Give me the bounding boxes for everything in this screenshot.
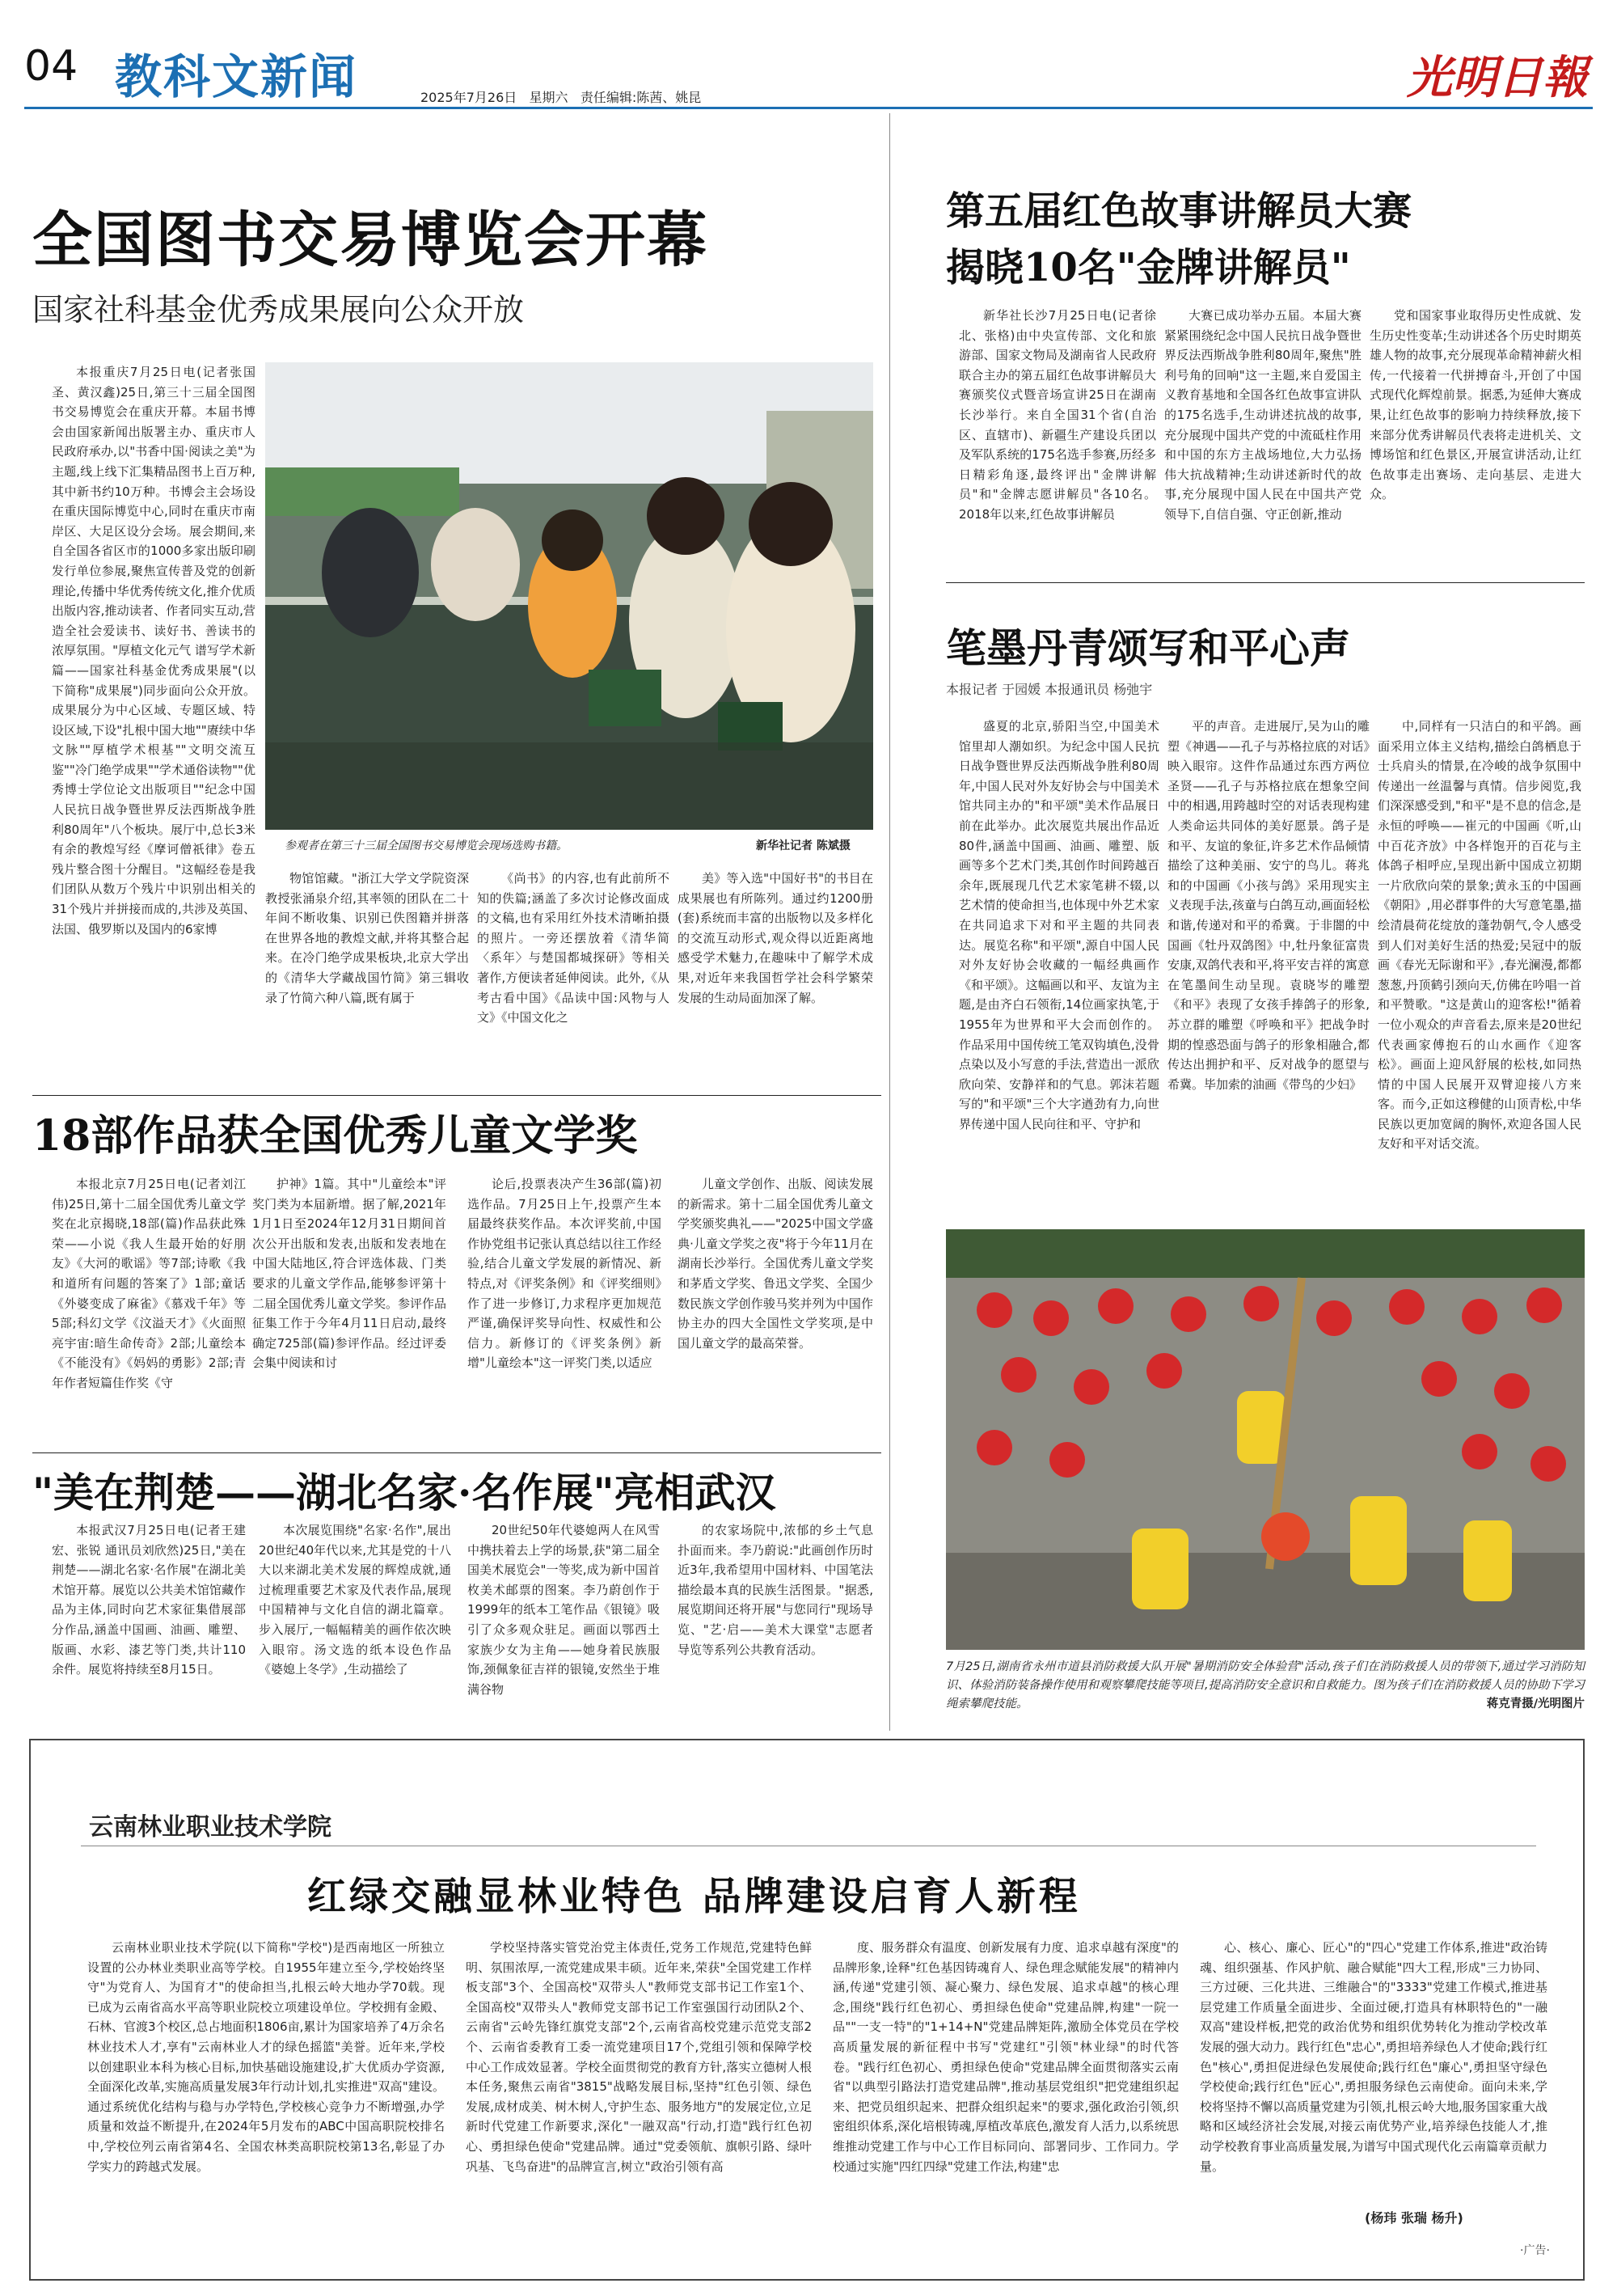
peace-body-col2: 平的声音。走进展厅,吴为山的雕塑《神遇——孔子与苏格拉底的对话》映入眼帘。这件作品通过东西方两位圣贤——孔子与苏格拉底在想象空间中的相遇,用跨越时空的对话表现构建人类命运共同体的美好愿景。鸽子是和平、友谊的象征,许多艺术作品倾情描绘了这种美丽、安宁的鸟儿。蒋兆和的中国画《小孩与鸽》采用现实主义表现手法,孩童与白鸽互动,画面轻松和谐,传递对和平的希冀。于非闇的中国画《牡丹双鸽图》中,牡丹象征富贵安康,双鸽代表和平,将平安吉祥的寓意在笔墨间生动呈现。袁晓岑的雕塑《和平》表现了女孩手捧鸽子的形象,苏立群的雕塑《呼唤和平》把战争时期的惶惑恐面与鸽子的形象相融合,都传达出拥护和平、反对战争的愿望与希冀。毕加索的油画《带鸟的少妇》: [1167, 719, 1370, 1092]
column-divider-vertical: [889, 113, 890, 1731]
fire-drill-photo: [946, 1229, 1585, 1650]
newspaper-masthead: 光明日報: [1407, 51, 1588, 104]
ad-signature: (杨玮 张瑞 杨升): [1365, 2210, 1463, 2226]
ad-headline: 红绿交融显林业特色 品牌建设启育人新程: [307, 1874, 1081, 1919]
redstory-headline-line2: 揭晓10名"金牌讲解员": [946, 245, 1351, 290]
jingchu-body-col1: 本报武汉7月25日电(记者王建宏、张锐 通讯员刘欣然)25日,"美在荆楚——湖北名家·名作展"在湖北美术馆开幕。展览以公共美术馆馆藏作品为主体,同时向艺术家征集借展部分作品,涵盖中国画、油画、雕塑、版画、水彩、漆艺等门类,共计110余件。展览将持续至8月15日。: [52, 1523, 247, 1677]
children-body-col3: 论后,投票表决产生36部(篇)初选作品。7月25日上午,投票产生本届最终获奖作品。本次评奖前,中国作协党组书记张认真总结以往工作经验,结合儿童文学发展的新情况、新特点,对《评奖条例》和《评奖细则》作了进一步修订,力求程序更加规范严谨,确保评奖导向性、权威性和公信力。新修订的《评奖条例》新增"儿童绘本"这一评奖门类,以适应: [467, 1177, 662, 1371]
expo-photo-credit: 新华社记者 陈斌摄: [756, 839, 851, 852]
section-name: 教科文新闻: [115, 49, 358, 104]
divider-children-jingchu: [32, 1452, 881, 1453]
redstory-body-col3: 党和国家事业取得历史性成就、发生历史性变革;生动讲述各个历史时期英雄人物的故事,充分展现革命精神薪火相传,一代接着一代拼搏奋斗,开创了中国式现代化辉煌前景。据悉,为延伸大赛成果,让红色故事的影响力持续释放,接下来部分优秀讲解员代表将走进机关、文博场馆和红色景区,开展宣讲活动,让红色故事走出赛场、走向基层、走进大众。: [1370, 308, 1581, 502]
redstory-body-col1: 新华社长沙7月25日电(记者徐北、张格)由中央宣传部、文化和旅游部、国家文物局及湖南省人民政府联合主办的第五届红色故事讲解员大赛颁奖仪式暨音场宣讲25日在湖南长沙举行。来自全国31个省(自治区、直辖市)、新疆生产建设兵团以及军队系统的175名选手参赛,历经多日精彩角逐,最终评出"金牌讲解员"和"金牌志愿讲解员"各10名。2018年以来,红色故事讲解员: [959, 308, 1156, 522]
issue-date: 2025年7月26日 星期六 责任编辑:陈茜、姚昆: [420, 90, 702, 105]
children-body-col2: 护神》1篇。其中"儿童绘本"评奖门类为本届新增。据了解,2021年1月1日至2024年12月31日期间首次公开出版和发表,出版和发表地在中国大陆地区,符合评选体裁、门类要求的儿童文学作品,能够参评第十二届全国优秀儿童文学奖。参评作品征集工作于今年4月11日启动,最终确定725部(篇)参评作品。经过评委会集中阅读和讨: [252, 1177, 447, 1371]
divider-redstory-peace: [946, 582, 1585, 583]
expo-subtitle: 国家社科基金优秀成果展向公众开放: [32, 292, 525, 328]
divider-expo-children: [32, 1095, 881, 1096]
page-number: 04: [24, 42, 78, 91]
children-body-col4: 儿童文学创作、出版、阅读发展的新需求。第十二届全国优秀儿童文学奖颁奖典礼——"2025中国文学盛典·儿童文学奖之夜"将于今年11月在湖南长沙举行。全国优秀儿童文学奖和茅盾文学奖、鲁迅文学奖、全国少数民族文学创作骏马奖并列为中国作协主办的四大全国性文学奖项,是中国儿童文学的最高荣誉。: [678, 1177, 873, 1351]
expo-headline: 全国图书交易博览会开幕: [32, 205, 708, 275]
ad-body-col4: 心、核心、廉心、匠心"的"四心"党建工作体系,推进"政治铸魂、组织强基、作风护航、融合赋能"四大工程,形成"三力协同、三方过硬、三化共进、三维融合"的"3333"党建工作模式,推进基层党建工作质量全面进步、全面过硬,打造具有林职特色的"一融双高"建设样板,把党的政治优势和组织优势转化为推动学校改革发展的强大动力。践行红色"忠心",勇担培养绿色人才使命;践行红色"核心",勇担促进绿色发展使命;践行红色"廉心",勇担坚守绿色学校使命;践行红色"匠心",勇担服务绿色云南使命。面向未来,学校将坚持不懈以高质量党建为引领,扎根云岭大地,服务国家重大战略和区域经济社会发展,对接云南优势产业,培养绿色技能人才,推动学校教育事业高质量发展,为谱写中国式现代化云南篇章贡献力量。: [1200, 1940, 1547, 2174]
jingchu-body-col2: 本次展览围绕"名家·名作",展出20世纪40年代以来,尤其是党的十八大以来湖北美术发展的辉煌成就,通过梳理重要艺术家及代表作品,展现中国精神与文化自信的湖北篇章。步入展厅,一幅幅精美的画作依次映入眼帘。汤文选的纸本设色作品《婆媳上冬学》,生动描绘了: [259, 1523, 451, 1677]
redstory-body-col2: 大赛已成功举办五届。本届大赛紧紧围绕纪念中国人民抗日战争暨世界反法西斯战争胜利80周年,聚焦"胜利号角的回响"这一主题,来自爱国主义教育基地和全国各红色故事宣讲队的175名选手,生动讲述抗战的故事,充分展现中国共产党的中流砥柱作用和中国的东方主战场地位,大力弘扬伟大抗战精神;生动讲述新时代的故事,充分展现中国人民在中国共产党领导下,自信自强、守正创新,推动: [1164, 308, 1362, 522]
peace-body-col1: 盛夏的北京,骄阳当空,中国美术馆里却人潮如织。为纪念中国人民抗日战争暨世界反法西斯战争胜利80周年,中国人民对外友好协会与中国美术馆共同主办的"和平颂"美术作品展日前在此举办。此次展览共展出作品近80件,涵盖中国画、油画、雕塑、版画等多个艺术门类,其创作时间跨越百余年,既展现几代艺术家笔耕不辍,以艺术情的使命担当,也体现中外艺术家在共同追求下对和平主题的共同表达。展览名称"和平颂",源自中国人民对外友好协会收藏的一幅经典画作《和平颂》。这幅画以和平、友谊为主题,是由齐白石领衔,14位画家执笔,于1955年为世界和平大会而创作的。作品采用中国传统工笔双钩填色,没骨点染以及小写意的手法,营造出一派欣欣向荣、安静祥和的气息。郭沫若题写的"和平颂"三个大字遒劲有力,向世界传递中国人民向往和平、守护和: [959, 719, 1159, 1131]
peace-byline: 本报记者 于园媛 本报通讯员 杨弛宇: [946, 682, 1153, 697]
fire-photo-credit: 蒋克青摄/光明图片: [1486, 1698, 1585, 1710]
expo-body-col3: 《尚书》的内容,也有此前所不知的佚篇;涵盖了多次讨论修改面成的文稿,也有采用红外技术清晰拍摄的照片。一旁还摆放着《清华简〈系年〉与楚国都城探研》等相关著作,方便读者延伸阅读。此外,《从考古看中国》《品读中国:风物与人文》《中国文化之: [477, 871, 669, 1025]
redstory-headline-line1: 第五届红色故事讲解员大赛: [946, 188, 1412, 234]
jingchu-body-col3: 20世纪50年代婆媳两人在风雪中携扶着去上学的场景,获"第二届全国美术展览会"一等奖,成为新中国首枚美术邮票的图案。李乃蔚创作于1999年的纸本工笔作品《银镜》吸引了众多观众驻足。画面以鄂西土家族少女为主角——她身着民族服饰,颈佩象征吉祥的银镜,安然坐于堆满谷物: [467, 1523, 660, 1697]
header-rule: [24, 107, 1593, 109]
ad-tag: ·广告·: [1520, 2244, 1550, 2257]
expo-body-col2: 物馆馆藏。"浙江大学文学院资深教授张涌泉介绍,其率领的团队在二十年间不断收集、识别已佚图籍并拼落在世界各地的教煌文献,并将其整合起来。在冷门绝学成果板块,北京大学出的《清华大学藏战国竹简》第三辑收录了竹简六种八篇,既有属于: [265, 871, 469, 1005]
jingchu-body-col4: 的农家场院中,浓郁的乡土气息扑面而来。李乃蔚说:"此画创作历时近3年,我希望用中国材料、中国笔法描绘最本真的民族生活图景。"据悉,展览期间还将开展"与您同行"现场导览、"艺·启——美术大课堂"志愿者导览等系列公共教育活动。: [678, 1523, 873, 1657]
children-headline: 18部作品获全国优秀儿童文学奖: [32, 1111, 638, 1161]
peace-headline: 笔墨丹青颂写和平心声: [946, 624, 1350, 672]
expo-body-col4: 美》等入选"中国好书"的书目在成果展也有所陈列。通过约1200册(套)系统而丰富的出版物以及多样化的交流互动形式,观众得以近距离地感受学术魅力,在趣味中了解学术成果,对近年来我国哲学社会科学繁荣发展的生动局面加深了解。: [678, 871, 873, 1005]
ad-body-col3: 度、服务群众有温度、创新发展有力度、追求卓越有深度"的品牌形象,诠释"红色基因铸魂育人、绿色理念赋能发展"的精神内涵,传递"党建引领、凝心聚力、绿色发展、追求卓越"的核心理念,围绕"践行红色初心、勇担绿色使命"党建品牌,构建"一院一品""一支一特"的"1+14+N"党建品牌矩阵,激励全体党员在学校高质量发展的新征程中书写"党建红"引领"林业绿"的时代答卷。"践行红色初心、勇担绿色使命"党建品牌全面贯彻落实云南省"以典型引路法打造党建品牌",推动基层党组织"把党建组织起来、把党员组织起来、把群众组织起来"的要求,强化政治引领,织密组织体系,深化培根铸魂,厚植改革底色,激发育人活力,以系统思维推动党建工作与中心工作目标同向、部署同步、工作同力。学校通过实施"四红四绿"党建工作法,构建"忠: [833, 1940, 1179, 2174]
ad-body-col1: 云南林业职业技术学院(以下简称"学校")是西南地区一所独立设置的公办林业类职业高等学校。自1955年建立至今,学校始终坚守"为党育人、为国育才"的使命担当,扎根云岭大地办学70载。现已成为云南省高水平高等职业院校立项建设单位。学校拥有金殿、石林、官渡3个校区,总占地面积1806亩,累计为国家培养了4万余名林业技术人才,享有"云南林业人才的绿色摇篮"美誉。近年来,学校以创建职业本科为核心目标,加快基础设施建设,扩大优质办学资源,全面深化改革,实施高质量发展3年行动计划,扎实推进"双高"建设。通过系统优化结构与稳与办学特色,学校核心竞争力不断增强,办学质量和效益不断提升,在2024年5月发布的ABC中国高职院校排名中,学校位列云南省第4名、全国农林类高职院校第13名,彰显了办学实力的跨越式发展。: [87, 1940, 445, 2174]
fire-photo-caption: 7月25日,湖南省永州市道县消防救援大队开展"暑期消防安全体验营"活动,孩子们在消防救援人员的带领下,通过学习消防知识、体验消防装备操作使用和观察攀爬技能等项目,提高消防安全意识和自救能力。图为孩子们在消防救援人员的协助下学习绳索攀爬技能。 蒋克青摄/光明图片: [946, 1658, 1585, 1714]
jingchu-headline: "美在荆楚——湖北名家·名作展"亮相武汉: [32, 1469, 776, 1516]
peace-body-col3: 中,同样有一只洁白的和平鸽。画面采用立体主义结构,描绘白鸽栖息于士兵肩头的情景,在冷峻的战争氛围中传递出一丝温馨与真情。信步阅览,我们深深感受到,"和平"是不息的信念,是永恒的呼唤——崔元的中国画《听,山中百花齐放》中各样饱开的百花与主体鸽子相呼应,呈现出新中国成立初期一片欣欣向荣的景象;黄永玉的中国画《朝阳》,用必群事件的大写意笔墨,描绘清晨荷花绽放的蓬勃朝气,令人感受到人们对美好生活的热爱;吴冠中的版画《春光无际谢和平》,春光澜漫,都都葱葱,丹顶鹤引颈向天,仿佛在吟唱一首和平赞歌。"这是黄山的迎客松!"循着一位小观众的声音看去,原来是20世纪代表画家傅抱石的山水画作《迎客松》。画面上迎风舒展的松枝,如同热情的中国人民展开双臂迎接八方来客。而今,正如这穆健的山顶青松,中华民族以更加宽阔的胸怀,欢迎各国人民友好和平对话交流。: [1378, 719, 1581, 1152]
ad-body-col2: 学校坚持落实管党治党主体责任,党务工作规范,党建特色鲜明、氛围浓厚,一流党建成果丰硕。近年来,荣获"全国党建工作样板支部"3个、全国高校"双带头人"教师党支部书记工作室1个、全国高校"双带头人"教师党支部书记工作室强国行动团队2个、云南省"云岭先锋红旗党支部"2个,云南省高校党建示范党支部2个、云南省委教育工委一流党建项目17个,党组引领和保障学校中心工作成效显著。学校全面贯彻党的教育方针,落实立德树人根本任务,聚焦云南省"3815"战略发展目标,坚持"红色引领、绿色发展,成材成美、树木树人,守护生态、服务地方"的发展定位,立足新时代党建工作新要求,深化"一融双高"行动,打造"践行红色初心、勇担绿色使命"党建品牌。通过"党委领航、旗帜引路、绿叶巩基、飞鸟奋进"的品牌宣言,树立"政治引领有高: [466, 1940, 812, 2174]
expo-body-col1: 本报重庆7月25日电(记者张国圣、黄汉鑫)25日,第三十三届全国图书交易博览会在重庆开幕。本届书博会由国家新闻出版署主办、重庆市人民政府承办,以"书香中国·阅读之美"为主题,线上线下汇集精品图书上百万种,其中新书约10万种。书博会主会场设在重庆国际博览中心,同时在重庆市南岸区、大足区设分会场。展会期间,来自全国各省区市的1000多家出版印刷发行单位参展,聚焦宣传普及党的创新理论,传播中华优秀传统文化,推介优质出版内容,推动读者、作者同实互动,营造全社会爱读书、读好书、善读书的浓厚氛围。"厚植文化元气 谱写学术新篇——国家社科基金优秀成果展"(以下简称"成果展")同步面向公众开放。成果展分为中心区域、专题区域、特设区域,下设"扎根中国大地""赓续中华文脉""厚植学术根基""文明交流互鉴""冷门绝学成果""学术通俗读物""优秀博士学位论文出版项目""纪念中国人民抗日战争暨世界反法西斯战争胜利80周年"八个板块。展厅中,总长3米有余的教煌写经《摩诃僧祇律》卷五残片整合图十分醒目。"这幅经卷是我们团队从数万个残片中识别出相关的31个残片并拼接而成的,共涉及英国、法国、俄罗斯以及国内的6家博: [52, 365, 255, 937]
book-expo-photo: [265, 362, 873, 830]
expo-photo-caption: 参观者在第三十三届全国图书交易博览会现场选购书籍。: [285, 839, 568, 852]
ad-institution: 云南林业职业技术学院: [89, 1813, 331, 1841]
children-body-col1: 本报北京7月25日电(记者刘江伟)25日,第十二届全国优秀儿童文学奖在北京揭晓,18部(篇)作品获此殊荣——小说《我人生最开始的好朋友》《大河的歌谣》等7部;诗歌《我和道所有问题的答案了》1部;童话《外婆变成了麻雀》《慕戏千年》等5部;科幻文学《汶溢天才》《火面照亮宇宙:暗生命传奇》2部;儿童绘本《不能没有》《妈妈的勇影》2部;青年作者短篇佳作奖《守: [52, 1177, 246, 1390]
